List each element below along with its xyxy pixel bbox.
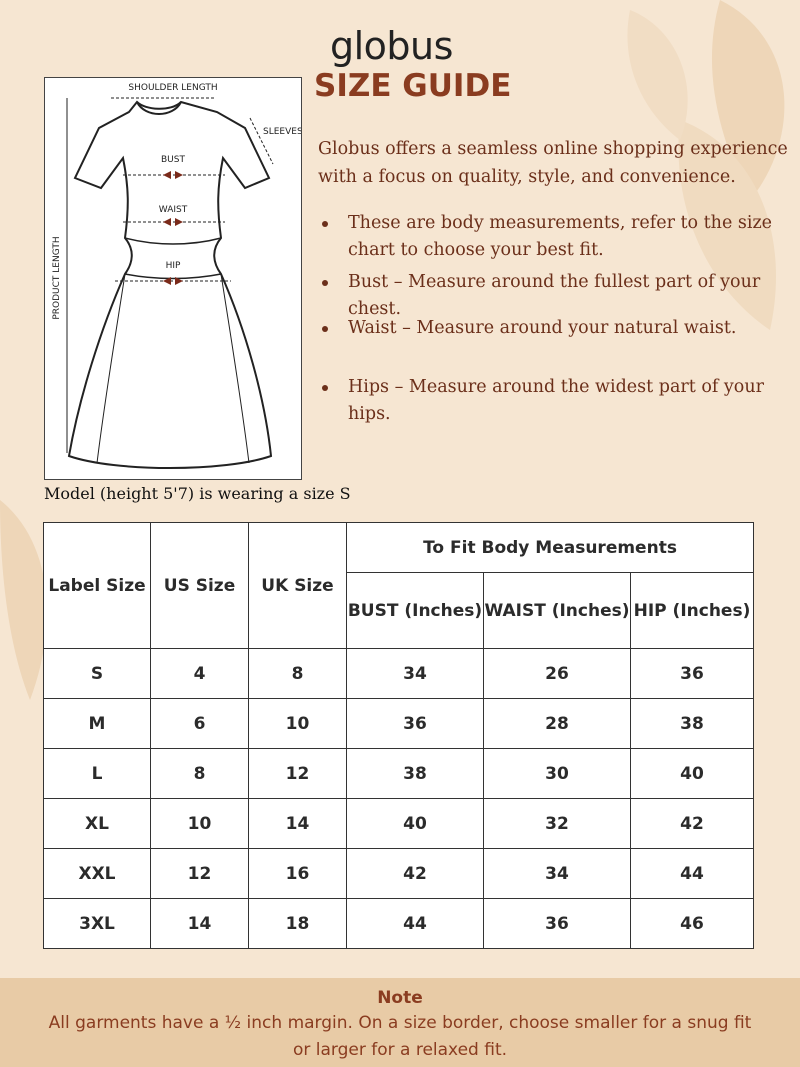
cell-us: 14 <box>151 899 249 949</box>
cell-uk: 16 <box>249 849 347 899</box>
table-row <box>44 849 754 899</box>
cell-label: S <box>44 649 151 699</box>
cell-us: 6 <box>151 699 249 749</box>
label-waist: WAIST <box>158 205 188 215</box>
header-hip: HIP (Inches) <box>631 573 754 649</box>
cell-label: 3XL <box>44 899 151 949</box>
label-sleeves: SLEEVES <box>263 127 301 137</box>
cell-bust: 44 <box>347 899 484 949</box>
note-title: Note <box>377 988 423 1008</box>
cell-waist: 36 <box>484 899 631 949</box>
cell-hip: 44 <box>631 849 754 899</box>
cell-label: L <box>44 749 151 799</box>
cell-hip: 36 <box>631 649 754 699</box>
cell-bust: 40 <box>347 799 484 849</box>
cell-label: M <box>44 699 151 749</box>
label-hip: HIP <box>165 261 181 271</box>
cell-label: XXL <box>44 849 151 899</box>
label-shoulder: SHOULDER LENGTH <box>128 83 218 93</box>
bullet-dot-icon <box>322 221 328 227</box>
cell-uk: 10 <box>249 699 347 749</box>
dress-illustration <box>45 78 301 479</box>
cell-waist: 34 <box>484 849 631 899</box>
header-us-size: US Size <box>151 523 249 649</box>
header-body-measurements: To Fit Body Measurements <box>347 523 754 573</box>
table-row <box>44 649 754 699</box>
cell-hip: 42 <box>631 799 754 849</box>
header-waist: WAIST (Inches) <box>484 573 631 649</box>
label-product-length: PRODUCT LENGTH <box>52 236 62 320</box>
cell-bust: 34 <box>347 649 484 699</box>
bullet-dot-icon <box>322 326 328 332</box>
cell-uk: 12 <box>249 749 347 799</box>
cell-hip: 40 <box>631 749 754 799</box>
cell-uk: 8 <box>249 649 347 699</box>
cell-uk: 18 <box>249 899 347 949</box>
model-note: Model (height 5'7) is wearing a size S <box>44 484 351 503</box>
table-row <box>44 749 754 799</box>
cell-us: 4 <box>151 649 249 699</box>
cell-waist: 32 <box>484 799 631 849</box>
brand-logo: globus <box>330 24 453 68</box>
dress-diagram <box>44 77 302 480</box>
bullet-item: Waist – Measure around your natural waist. <box>322 315 792 342</box>
cell-uk: 14 <box>249 799 347 849</box>
cell-hip: 38 <box>631 699 754 749</box>
size-chart-table <box>43 522 754 949</box>
header-bust: BUST (Inches) <box>347 573 484 649</box>
cell-bust: 42 <box>347 849 484 899</box>
cell-label: XL <box>44 799 151 849</box>
bullet-item: Hips – Measure around the widest part of your hips. <box>322 374 792 428</box>
cell-waist: 28 <box>484 699 631 749</box>
cell-hip: 46 <box>631 899 754 949</box>
cell-bust: 38 <box>347 749 484 799</box>
bullet-dot-icon <box>322 385 328 391</box>
page-title: SIZE GUIDE <box>314 68 512 104</box>
table-row <box>44 799 754 849</box>
bullet-item: These are body measurements, refer to the size chart to choose your best fit. <box>322 210 792 264</box>
note-text: All garments have a ½ inch margin. On a size border, choose smaller for a snug fit or larger for a relaxed fit. <box>48 1013 752 1060</box>
cell-waist: 26 <box>484 649 631 699</box>
intro-text: Globus offers a seamless online shopping experience with a focus on quality, style, and convenience. <box>318 139 788 187</box>
cell-us: 8 <box>151 749 249 799</box>
cell-bust: 36 <box>347 699 484 749</box>
header-uk-size: UK Size <box>249 523 347 649</box>
label-bust: BUST <box>161 155 185 165</box>
table-row <box>44 699 754 749</box>
bullet-dot-icon <box>322 280 328 286</box>
cell-us: 10 <box>151 799 249 849</box>
header-label-size: Label Size <box>44 523 151 649</box>
bullet-item: Bust – Measure around the fullest part of your chest. <box>322 269 792 323</box>
cell-us: 12 <box>151 849 249 899</box>
table-row <box>44 899 754 949</box>
cell-waist: 30 <box>484 749 631 799</box>
